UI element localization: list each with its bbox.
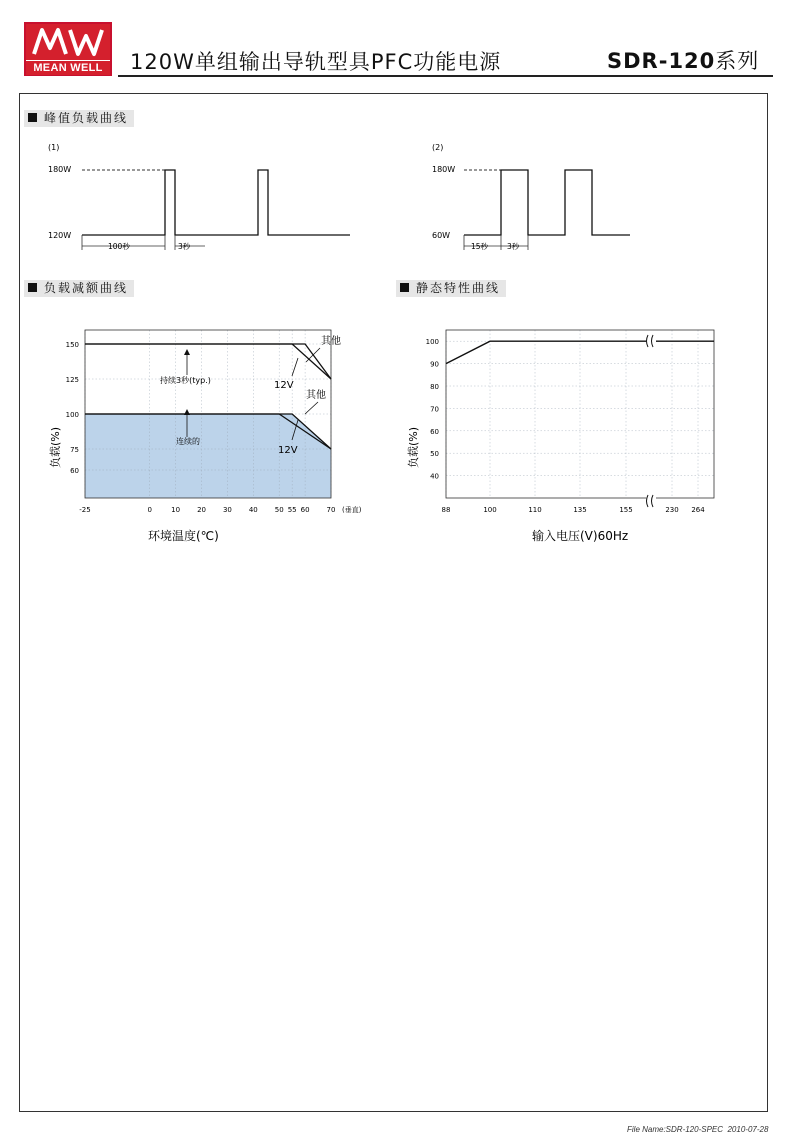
x-tick-label: 155 <box>619 506 633 514</box>
peak-load-chart-2 <box>424 138 644 258</box>
derating-x-label: 环境温度(℃) <box>148 529 219 543</box>
y-tick-label: 75 <box>70 446 79 454</box>
series-suffix: 系列 <box>715 49 760 73</box>
label-12v-upper: 12V <box>274 380 294 391</box>
label-leader <box>306 348 320 362</box>
y-tick-label: 80 <box>430 383 439 391</box>
mean-well-logo <box>24 22 112 76</box>
y-tick-label: 50 <box>430 450 439 459</box>
label-12v-lower: 12V <box>278 445 298 456</box>
x-tick-label: 20 <box>197 506 206 514</box>
peak-chart-2-waveform <box>464 170 630 235</box>
label-leader <box>292 358 298 376</box>
series-model: SDR-120 <box>607 49 716 73</box>
label-other-upper: 其他 <box>321 336 341 347</box>
y-tick-label: 40 <box>430 472 439 481</box>
peak-chart-2-high-label: 180W <box>432 165 456 174</box>
derating-x-ticks <box>79 506 335 514</box>
y-tick-label: 60 <box>70 467 79 475</box>
static-chart <box>402 318 732 546</box>
section-derating-label: 负载减额曲线 <box>44 281 129 295</box>
x-tick-label: 55 <box>287 506 297 514</box>
x-tick-label: 230 <box>665 506 679 514</box>
square-bullet-icon <box>400 283 409 292</box>
peak-chart-1-low-label: 120W <box>48 231 72 240</box>
logo-text: MEAN WELL <box>26 61 110 75</box>
x-tick-label: 10 <box>171 506 181 514</box>
y-tick-label: 150 <box>65 341 79 349</box>
y-tick-label: 100 <box>65 411 79 419</box>
derating-series-line-1 <box>85 344 331 379</box>
y-tick-label: 125 <box>65 376 79 384</box>
peak-chart-2-pulse: 3秒 <box>507 242 520 251</box>
x-tick-label: 88 <box>441 506 451 514</box>
x-tick-label: -25 <box>79 506 91 514</box>
section-static <box>396 280 506 297</box>
x-tick-label: 70 <box>326 506 336 514</box>
peak-chart-2-interval: 15秒 <box>471 242 489 251</box>
footer-date: 2010-07-28 <box>727 1125 769 1134</box>
static-grid <box>446 330 714 498</box>
x-tick-label: 40 <box>248 506 258 514</box>
square-bullet-icon <box>28 113 37 122</box>
peak-chart-1-index: (1) <box>48 143 60 152</box>
x-tick-label: 110 <box>528 506 542 514</box>
x-tick-label: 50 <box>274 506 284 514</box>
peak-chart-2-index: (2) <box>432 143 444 152</box>
y-tick-label: 90 <box>430 360 439 369</box>
x-tick-label: 60 <box>300 506 310 514</box>
section-peak-load <box>24 110 134 127</box>
derating-annotation-continuous: 连续的 <box>176 437 200 446</box>
static-y-ticks <box>426 338 439 480</box>
derating-x-unit: (垂直) <box>342 506 362 514</box>
arrow-up-icon <box>184 409 190 415</box>
static-y-label: 负载(%) <box>407 426 420 468</box>
label-leader <box>305 402 318 414</box>
axis-break-icon <box>646 334 656 348</box>
static-x-label: 输入电压(V)60Hz <box>532 529 629 543</box>
derating-chart <box>40 318 380 546</box>
x-tick-label: 135 <box>573 506 587 514</box>
logo-mark <box>26 24 110 60</box>
title-rule <box>118 75 773 77</box>
y-tick-label: 60 <box>430 427 439 436</box>
footer-file-name: File Name:SDR-120-SPEC <box>627 1125 724 1134</box>
y-tick-label: 70 <box>430 405 439 414</box>
derating-series-line-0 <box>85 344 331 379</box>
x-tick-label: 100 <box>483 506 497 514</box>
peak-chart-1-interval: 100秒 <box>108 242 130 251</box>
square-bullet-icon <box>28 283 37 292</box>
page-title: 120W单组输出导轨型具PFC功能电源 <box>130 50 502 74</box>
section-peak-load-label: 峰值负载曲线 <box>44 111 129 125</box>
x-tick-label: 264 <box>691 506 705 514</box>
footer <box>627 1125 768 1134</box>
y-tick-label: 100 <box>425 338 439 347</box>
derating-y-ticks <box>66 341 79 475</box>
x-tick-label: 0 <box>147 506 152 514</box>
section-derating <box>24 280 134 297</box>
derating-y-label: 负载(%) <box>49 426 62 468</box>
peak-chart-2-low-label: 60W <box>432 231 451 240</box>
peak-chart-1-waveform <box>82 170 350 235</box>
static-x-ticks <box>442 506 706 514</box>
axis-break-icon <box>646 494 656 508</box>
series-label <box>607 45 759 75</box>
peak-chart-1-high-label: 180W <box>48 165 72 174</box>
x-tick-label: 30 <box>222 506 232 514</box>
section-static-label: 静态特性曲线 <box>416 281 501 295</box>
label-other-lower: 其他 <box>306 390 326 401</box>
peak-chart-1-pulse: 3秒 <box>178 242 191 251</box>
logo-mw-icon <box>26 24 110 60</box>
arrow-up-icon <box>184 349 190 355</box>
derating-annotation-3sec: 持续3秒(typ.) <box>160 376 211 385</box>
peak-load-chart-1 <box>40 138 370 258</box>
derating-fill-area <box>85 414 331 498</box>
